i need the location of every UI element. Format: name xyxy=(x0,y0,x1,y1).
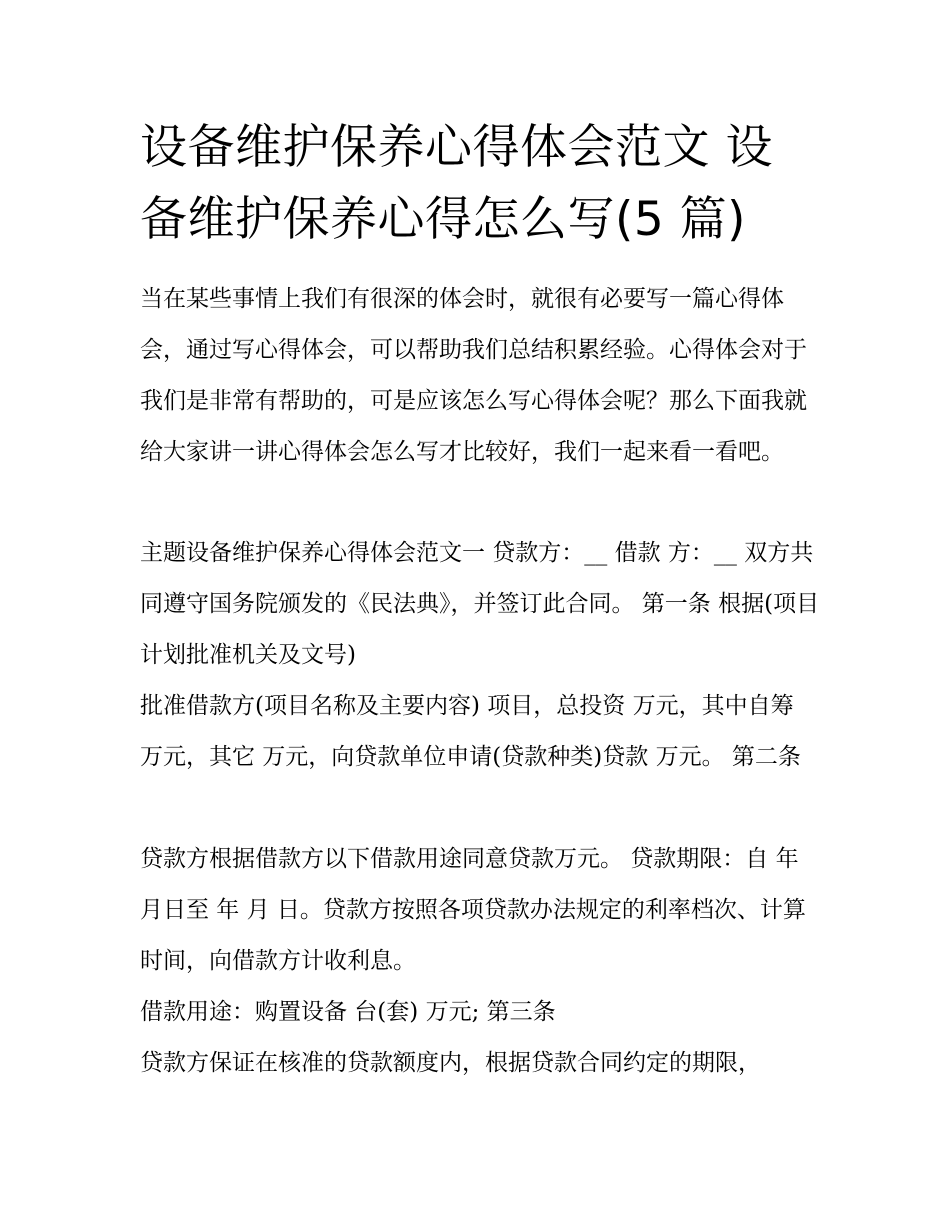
document-title: 设备维护保养心得体会范文 设备维护保养心得怎么写(5 篇) xyxy=(140,120,773,247)
guarantee-paragraph: 贷款方保证在核准的贷款额度内，根据贷款合同约定的期限， xyxy=(140,1050,761,1076)
topic-paragraph: 主题设备维护保养心得体会范文一 贷款方：__ 借款 方：__ 双方共同遵守国务院颁发的《民法典》，并签订此合同。 第一条 根据(项目计划批准机关及文号) xyxy=(140,540,820,668)
loan-use-paragraph: 借款用途：购置设备 台(套) 万元; 第三条 xyxy=(140,999,556,1025)
lender-paragraph: 贷款方根据借款方以下借款用途同意贷款万元。 贷款期限：自 年 月日至 年 月 日。贷款方按照各项贷款办法规定的利率档次、计算时间，向借款方计收利息。 xyxy=(140,846,806,974)
approval-paragraph: 批准借款方(项目名称及主要内容) 项目，总投资 万元，其中自筹 万元，其它 万元，向贷款单位申请(贷款种类)贷款 万元。 第二条 xyxy=(140,693,801,770)
intro-paragraph: 当在某些事情上我们有很深的体会时，就很有必要写一篇心得体会，通过写心得体会，可以帮助我们总结积累经验。心得体会对于我们是非常有帮助的，可是应该怎么写心得体会呢？那么下面我就给大家讲一讲心得体会怎么写才比较好，我们一起来看一看吧。 xyxy=(140,286,807,465)
